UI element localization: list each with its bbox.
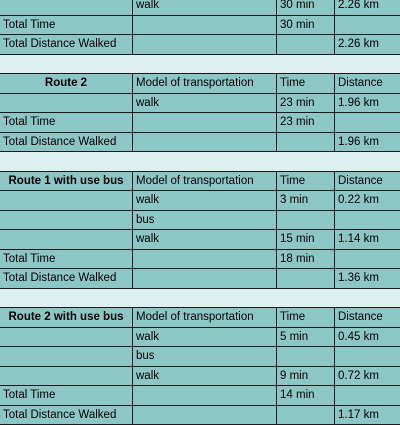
- table-cell[interactable]: [133, 289, 277, 308]
- table-cell[interactable]: [335, 16, 400, 35]
- table-cell[interactable]: 2.26 km: [335, 35, 400, 54]
- section-header-row: [0, 74, 400, 94]
- table-cell[interactable]: [277, 211, 335, 230]
- table-cell[interactable]: [0, 230, 133, 249]
- table-row: [0, 0, 400, 16]
- table-row: [0, 269, 400, 289]
- table-row: [0, 35, 400, 55]
- table-cell[interactable]: 1.17 km: [335, 406, 400, 425]
- table-cell[interactable]: [335, 55, 400, 74]
- table-cell[interactable]: Distance: [335, 308, 400, 327]
- table-cell[interactable]: 15 min: [277, 230, 335, 249]
- table-cell[interactable]: 23 min: [277, 113, 335, 132]
- table-cell[interactable]: [335, 211, 400, 230]
- table-cell[interactable]: Model of transportation: [133, 172, 277, 191]
- table-cell[interactable]: 1.14 km: [335, 230, 400, 249]
- table-cell[interactable]: [0, 367, 133, 386]
- table-cell[interactable]: Time: [277, 74, 335, 93]
- table-cell[interactable]: Total Time: [0, 16, 133, 35]
- table-cell[interactable]: [335, 347, 400, 366]
- table-cell[interactable]: 14 min: [277, 386, 335, 405]
- table-cell[interactable]: [0, 55, 133, 74]
- table-cell[interactable]: 30 min: [277, 0, 335, 15]
- table-cell[interactable]: bus: [133, 211, 277, 230]
- route-title-cell[interactable]: Route 2: [0, 74, 133, 93]
- table-cell[interactable]: 5 min: [277, 328, 335, 347]
- table-cell[interactable]: Total Time: [0, 250, 133, 269]
- section-header-row: [0, 172, 400, 192]
- table-row: [0, 94, 400, 114]
- table-row: [0, 16, 400, 36]
- spacer-row: [0, 55, 400, 75]
- table-row: [0, 347, 400, 367]
- table-cell[interactable]: [335, 386, 400, 405]
- table-cell[interactable]: [0, 347, 133, 366]
- table-cell[interactable]: Total Time: [0, 113, 133, 132]
- table-cell[interactable]: [0, 211, 133, 230]
- table-row: [0, 191, 400, 211]
- table-cell[interactable]: [0, 152, 133, 171]
- table-cell[interactable]: 23 min: [277, 94, 335, 113]
- table-row: [0, 386, 400, 406]
- table-cell[interactable]: walk: [133, 230, 277, 249]
- table-cell[interactable]: [133, 406, 277, 425]
- table-cell[interactable]: [133, 133, 277, 152]
- table-row: [0, 406, 400, 425]
- table-cell[interactable]: [0, 328, 133, 347]
- table-cell[interactable]: walk: [133, 0, 277, 15]
- table-cell[interactable]: walk: [133, 94, 277, 113]
- table-cell[interactable]: [0, 0, 133, 15]
- table-cell[interactable]: [0, 289, 133, 308]
- table-cell[interactable]: Total Distance Walked: [0, 133, 133, 152]
- route-title-cell[interactable]: Route 1 with use bus: [0, 172, 133, 191]
- table-cell[interactable]: 1.96 km: [335, 94, 400, 113]
- table-cell[interactable]: Time: [277, 308, 335, 327]
- table-row: [0, 230, 400, 250]
- table-row: [0, 250, 400, 270]
- table-cell[interactable]: [277, 269, 335, 288]
- table-cell[interactable]: [277, 35, 335, 54]
- table-cell[interactable]: bus: [133, 347, 277, 366]
- table-cell[interactable]: Total Distance Walked: [0, 269, 133, 288]
- table-cell[interactable]: 1.36 km: [335, 269, 400, 288]
- table-cell[interactable]: [335, 289, 400, 308]
- table-cell[interactable]: [277, 152, 335, 171]
- table-cell[interactable]: [133, 386, 277, 405]
- table-cell[interactable]: 2.26 km: [335, 0, 400, 15]
- section-header-row: [0, 308, 400, 328]
- table-row: [0, 328, 400, 348]
- table-cell[interactable]: 0.45 km: [335, 328, 400, 347]
- table-cell[interactable]: [277, 55, 335, 74]
- table-cell[interactable]: [277, 347, 335, 366]
- route-title-cell[interactable]: Route 2 with use bus: [0, 308, 133, 327]
- table-cell[interactable]: [133, 16, 277, 35]
- table-cell[interactable]: [335, 250, 400, 269]
- table-cell[interactable]: 0.72 km: [335, 367, 400, 386]
- table-cell[interactable]: [277, 289, 335, 308]
- table-cell[interactable]: Total Distance Walked: [0, 406, 133, 425]
- table-cell[interactable]: 30 min: [277, 16, 335, 35]
- spacer-row: [0, 152, 400, 172]
- table-cell[interactable]: [133, 35, 277, 54]
- table-cell[interactable]: Model of transportation: [133, 74, 277, 93]
- table-cell[interactable]: [133, 113, 277, 132]
- table-cell[interactable]: Distance: [335, 74, 400, 93]
- table-cell[interactable]: [133, 55, 277, 74]
- table-cell[interactable]: walk: [133, 191, 277, 210]
- table-cell[interactable]: Time: [277, 172, 335, 191]
- table-cell[interactable]: Distance: [335, 172, 400, 191]
- table-cell[interactable]: [277, 133, 335, 152]
- table-cell[interactable]: Total Distance Walked: [0, 35, 133, 54]
- table-cell[interactable]: [277, 406, 335, 425]
- spacer-row: [0, 289, 400, 309]
- table-cell[interactable]: Model of transportation: [133, 308, 277, 327]
- table-cell[interactable]: walk: [133, 367, 277, 386]
- table-cell[interactable]: [0, 94, 133, 113]
- table-cell[interactable]: [335, 152, 400, 171]
- table-cell[interactable]: [133, 250, 277, 269]
- table-cell[interactable]: [133, 152, 277, 171]
- table-cell[interactable]: 9 min: [277, 367, 335, 386]
- table-cell[interactable]: Total Time: [0, 386, 133, 405]
- table-cell[interactable]: 0.22 km: [335, 191, 400, 210]
- table-cell[interactable]: 3 min: [277, 191, 335, 210]
- table-cell[interactable]: [0, 191, 133, 210]
- table-cell[interactable]: 1.96 km: [335, 133, 400, 152]
- table-cell[interactable]: 18 min: [277, 250, 335, 269]
- table-row: [0, 113, 400, 133]
- table-row: [0, 133, 400, 153]
- table-row: [0, 367, 400, 387]
- table-cell[interactable]: [335, 113, 400, 132]
- table-row: [0, 211, 400, 231]
- table-cell[interactable]: walk: [133, 328, 277, 347]
- table-cell[interactable]: [133, 269, 277, 288]
